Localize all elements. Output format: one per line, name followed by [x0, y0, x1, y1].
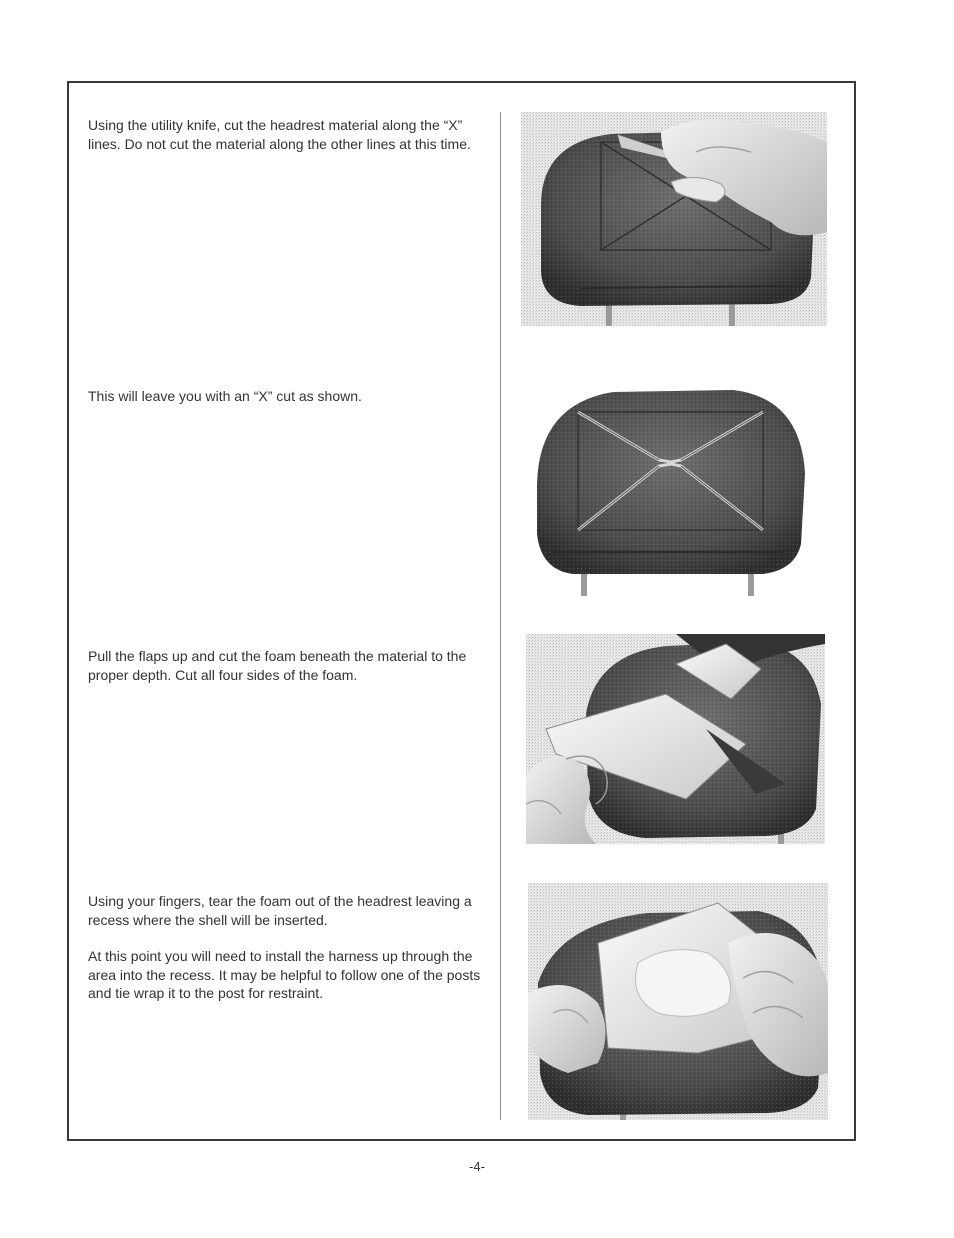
- step-3-instructions: [88, 647, 488, 684]
- step-1-instructions: [88, 116, 488, 153]
- step-2-text: This will leave you with an “X” cut as shown.: [88, 388, 362, 404]
- step-2-instructions: [88, 387, 488, 406]
- headrest-x-cut-result-photo: [533, 384, 808, 596]
- column-divider: [500, 112, 501, 1120]
- headrest-cut-x-lines-photo: [521, 112, 827, 326]
- step-4-text-1: Using your fingers, tear the foam out of the headrest leaving a recess where the shell will be inserted.: [88, 893, 472, 928]
- step-4-instructions: [88, 892, 488, 1003]
- step-1-text: Using the utility knife, cut the headrest material along the “X” lines. Do not cut the material along the other lines at this time.: [88, 117, 471, 152]
- step-4-text-2: At this point you will need to install the harness up through the area into the recess. It may be helpful to follow one of the posts and tie wrap it to the post for restraint.: [88, 948, 481, 1001]
- page-number: -4-: [469, 1159, 485, 1174]
- pull-flaps-cut-foam-photo: [526, 634, 825, 844]
- step-3-text: Pull the flaps up and cut the foam beneath the material to the proper depth. Cut all four sides of the foam.: [88, 648, 467, 683]
- tear-foam-recess-photo: [528, 883, 828, 1120]
